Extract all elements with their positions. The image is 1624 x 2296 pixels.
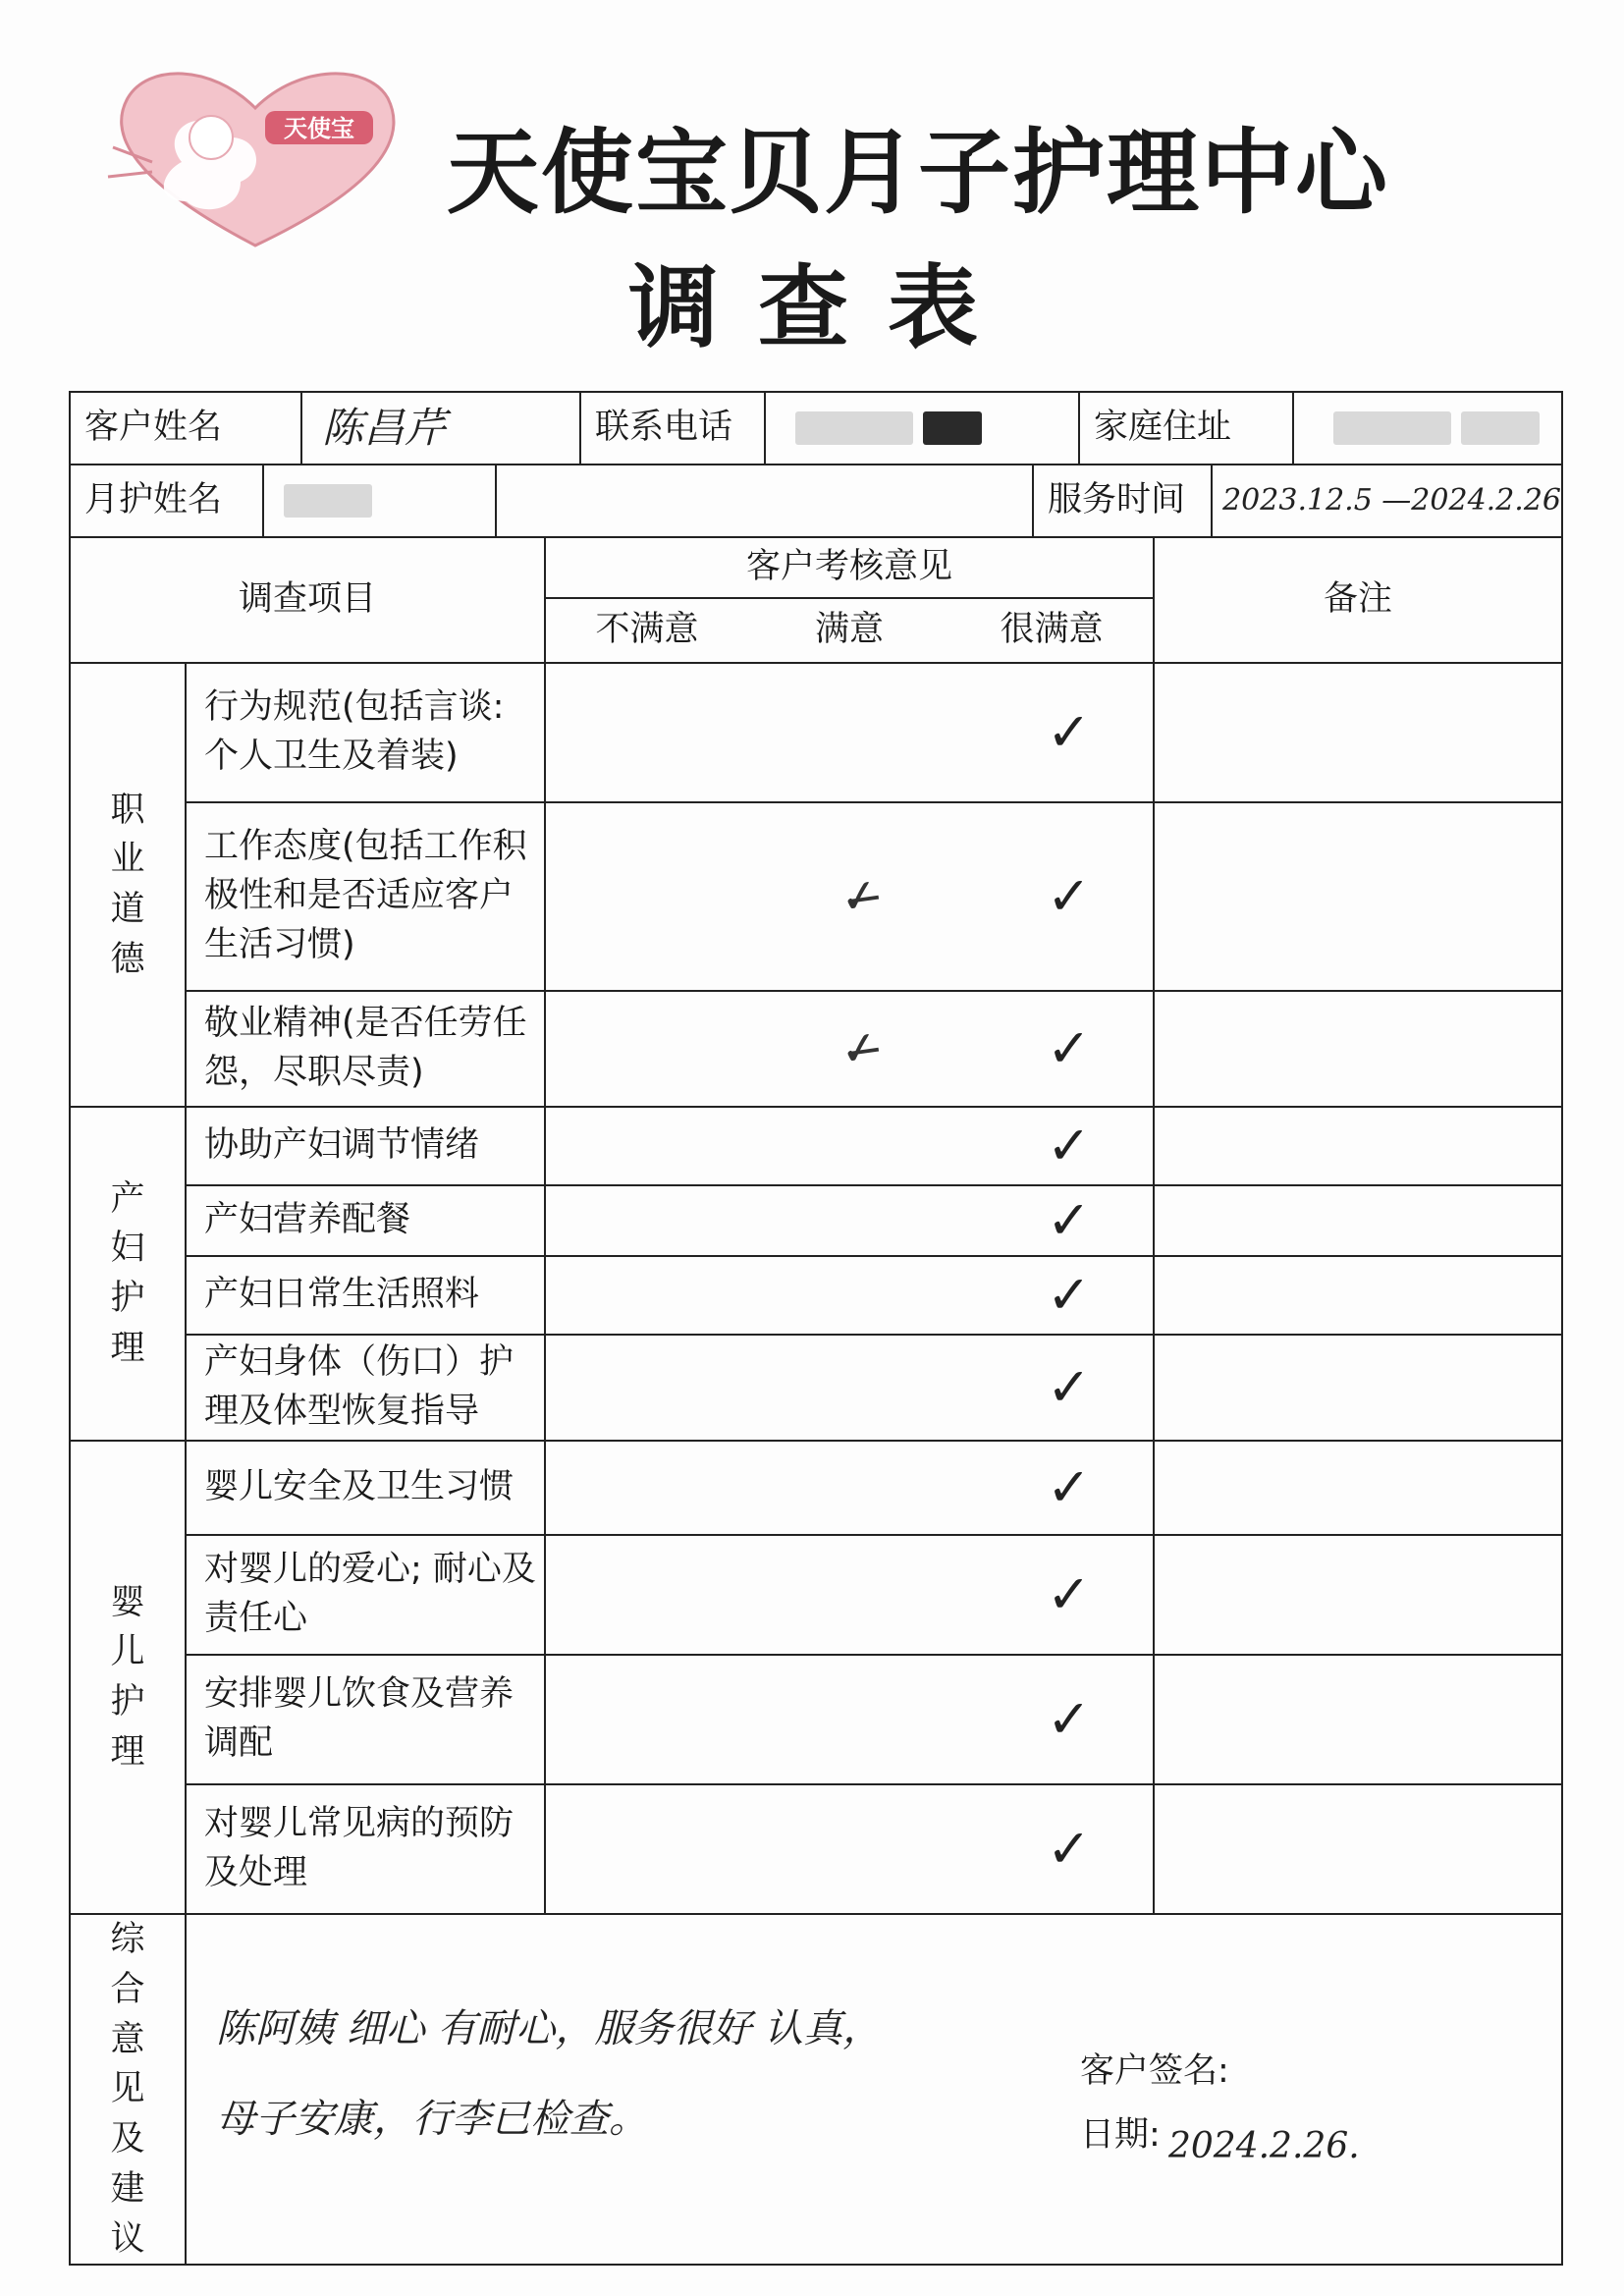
- summary-row: [70, 1914, 1562, 2265]
- check-mark: ✓: [1047, 1017, 1092, 1079]
- date-label: 日期:: [1080, 2114, 1161, 2155]
- info-row-nurse: [70, 465, 1562, 537]
- redaction-block: [1461, 411, 1540, 445]
- rating-cell: [545, 663, 1154, 802]
- address-value-redacted: [1294, 393, 1561, 464]
- table-row: [70, 991, 1562, 1107]
- survey-item: 婴儿安全及卫生习惯: [186, 1441, 545, 1535]
- date-value: 2024.2.26.: [1168, 2125, 1360, 2166]
- rating-cell: [545, 1335, 1154, 1441]
- survey-item: 对婴儿的爱心; 耐心及责任心: [186, 1535, 545, 1655]
- table-row: [70, 1107, 1562, 1185]
- redaction-block: [1333, 411, 1451, 445]
- category-label: 职业道德: [70, 663, 186, 1107]
- remark-cell: [1154, 991, 1562, 1107]
- form-title: 天使宝贝月子护理中心: [447, 120, 1390, 227]
- survey-item: 协助产妇调节情绪: [186, 1107, 545, 1185]
- check-mark: ✓: [1047, 1688, 1092, 1750]
- table-row: [70, 1655, 1562, 1784]
- table-row: [70, 802, 1562, 991]
- table-row: [70, 1185, 1562, 1256]
- category-label: 婴儿护理: [70, 1441, 186, 1914]
- check-mark: ✓: [1047, 865, 1092, 927]
- survey-item: 敬业精神(是否任劳任怨，尽职尽责): [186, 991, 545, 1107]
- redaction-block: [284, 484, 372, 518]
- check-mark: ✓: [1047, 701, 1092, 763]
- table-row: [70, 1784, 1562, 1914]
- summary-label: 综合意见及建议: [70, 1914, 186, 2265]
- redaction-block: [795, 411, 913, 445]
- survey-item: 产妇日常生活照料: [186, 1256, 545, 1335]
- check-mark: ✓: [1047, 1264, 1092, 1326]
- opinion-column-header: [545, 537, 1154, 663]
- item-column-header: 调查项目: [70, 537, 545, 663]
- check-mark: ✓: [1047, 1115, 1092, 1176]
- remark-cell: [1154, 1441, 1562, 1535]
- phone-value-redacted: [766, 393, 1080, 464]
- signature-label: 客户签名:: [1080, 2050, 1229, 2091]
- customer-name-label: 客户姓名: [71, 393, 302, 464]
- survey-item: 行为规范(包括言谈:个人卫生及着装): [186, 663, 545, 802]
- redaction-block: [923, 411, 982, 445]
- rating-cell: [545, 1655, 1154, 1784]
- rating-cell: [545, 991, 1154, 1107]
- info-row-customer: [70, 392, 1562, 465]
- table-row: [70, 1335, 1562, 1441]
- check-mark: ✓: [1047, 1356, 1092, 1418]
- table-row: [70, 1256, 1562, 1335]
- rating-cell: [545, 1535, 1154, 1655]
- service-time-label: 服务时间: [1034, 465, 1213, 536]
- rating-cell: [545, 1441, 1154, 1535]
- summary-comment-line-2: 母子安康，行李已检查。: [216, 2096, 648, 2142]
- level-satisfied: 满意: [814, 610, 884, 650]
- level-very-satisfied: 很满意: [1000, 610, 1104, 650]
- remark-cell: [1154, 1655, 1562, 1784]
- survey-item: 产妇身体（伤口）护理及体型恢复指导: [186, 1335, 545, 1441]
- remark-cell: [1154, 663, 1562, 802]
- remark-cell: [1154, 1107, 1562, 1185]
- check-mark: ✓: [1047, 1189, 1092, 1251]
- remark-cell: [1154, 1335, 1562, 1441]
- rating-cell: [545, 1784, 1154, 1914]
- rating-cell: [545, 1107, 1154, 1185]
- crossed-out-mark: ✓̶: [837, 866, 883, 925]
- survey-item: 对婴儿常见病的预防及处理: [186, 1784, 545, 1914]
- rating-cell: [545, 1185, 1154, 1256]
- table-row: [70, 1441, 1562, 1535]
- remark-cell: [1154, 802, 1562, 991]
- survey-item: 安排婴儿饮食及营养调配: [186, 1655, 545, 1784]
- level-unsatisfied: 不满意: [595, 610, 699, 650]
- customer-name-value: 陈昌芹: [302, 393, 581, 464]
- rating-cell: [545, 1256, 1154, 1335]
- table-header-row: [70, 537, 1562, 663]
- summary-comment-line-1: 陈阿姨 细心 有耐心，服务很好 认真，: [216, 2005, 883, 2051]
- phone-label: 联系电话: [581, 393, 766, 464]
- crossed-out-mark: ✓̶: [837, 1018, 883, 1077]
- check-mark: ✓: [1047, 1456, 1092, 1518]
- nurse-name-label: 月护姓名: [71, 465, 264, 536]
- remark-cell: [1154, 1535, 1562, 1655]
- remark-cell: [1154, 1256, 1562, 1335]
- rating-cell: [545, 802, 1154, 991]
- table-row: [70, 663, 1562, 802]
- survey-item: 工作态度(包括工作积极性和是否适应客户生活习惯): [186, 802, 545, 991]
- survey-table: [69, 391, 1563, 2266]
- form-subtitle: 调查表: [628, 255, 1018, 360]
- opinion-header-title: 客户考核意见: [546, 538, 1153, 599]
- service-time-value: 2023.12.5 —2024.2.26: [1222, 482, 1561, 518]
- angel-heart-logo: [93, 54, 417, 250]
- logo-text: 天使宝: [284, 115, 354, 142]
- address-label: 家庭住址: [1080, 393, 1294, 464]
- table-row: [70, 1535, 1562, 1655]
- survey-item: 产妇营养配餐: [186, 1185, 545, 1256]
- remark-cell: [1154, 1784, 1562, 1914]
- check-mark: ✓: [1047, 1563, 1092, 1625]
- summary-content: [186, 1914, 1562, 2265]
- nurse-name-redacted: [264, 465, 498, 536]
- remark-column-header: 备注: [1154, 537, 1562, 663]
- remark-cell: [1154, 1185, 1562, 1256]
- category-label: 产妇护理: [70, 1107, 186, 1441]
- blank-cell: [497, 465, 1034, 536]
- check-mark: ✓: [1047, 1818, 1092, 1880]
